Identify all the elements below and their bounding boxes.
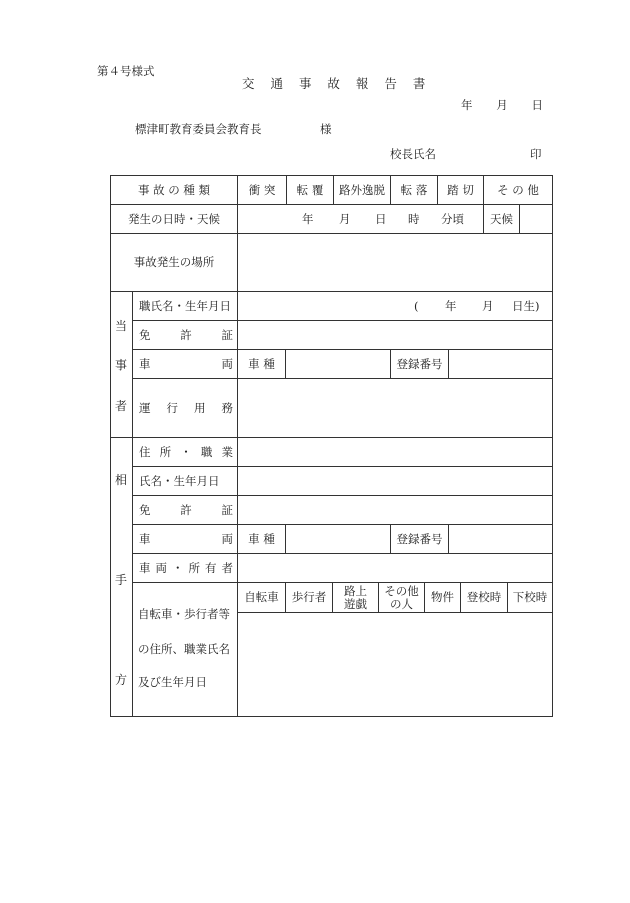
party-duty-label: 運 行 用 務 [139, 400, 233, 415]
category-bicycle[interactable]: 自転車 [244, 590, 279, 605]
counterparty-name-birth-field[interactable] [238, 467, 552, 495]
form-number: 第４号様式 [97, 64, 155, 78]
accident-type-fall[interactable]: 転 落 [400, 182, 428, 197]
accident-report-table [110, 175, 553, 717]
party-birth-year-label: 年 [445, 298, 457, 313]
weather-label: 天候 [490, 211, 513, 226]
pedestrian-label-line-1: 自転車・歩行者等 [138, 606, 230, 621]
party-name-birth-label: 職氏名・生年月日 [139, 298, 231, 313]
counterparty-license-label: 免 許 証 [139, 502, 233, 517]
category-pedestrian[interactable]: 歩行者 [291, 590, 327, 605]
category-road-play[interactable]: 路上遊戯 [344, 584, 367, 611]
accident-type-other[interactable]: そ の 他 [497, 182, 539, 197]
party-birth-day-label: 日生) [512, 298, 540, 313]
seal-mark: 印 [530, 147, 542, 161]
occurrence-minute-label: 分頃 [441, 211, 464, 226]
date-line [461, 100, 543, 112]
date-day-label: 日 [531, 98, 543, 112]
accident-type-label: 事 故 の 種 類 [137, 182, 211, 197]
counterparty-license-field[interactable] [238, 496, 552, 524]
accident-type-crossing[interactable]: 踏 切 [447, 182, 474, 197]
party-vehicle-type-label: 車 種 [248, 356, 275, 371]
party-reg-no-label: 登録番号 [396, 356, 443, 371]
honorific: 様 [320, 122, 332, 136]
weather-field[interactable] [520, 205, 552, 233]
counterparty-vehicle-type-label: 車 種 [248, 531, 275, 546]
counterparty-name-birth-label: 氏名・生年月日 [139, 473, 220, 488]
principal-name-label: 校長氏名 [390, 147, 436, 161]
category-to-school[interactable]: 登校時 [466, 590, 502, 605]
accident-type-collision[interactable]: 衝 突 [248, 182, 276, 197]
party-side-char-1: 当 [115, 319, 128, 333]
counterparty-side-char-2: 手 [115, 573, 128, 587]
party-license-field[interactable] [238, 321, 552, 349]
occurrence-label: 発生の日時・天候 [128, 211, 220, 226]
party-birth-paren-open: ( [414, 298, 419, 313]
counterparty-reg-no-field[interactable] [449, 525, 552, 553]
category-from-school[interactable]: 下校時 [512, 590, 548, 605]
date-year-label: 年 [461, 98, 473, 112]
place-field[interactable] [238, 234, 552, 291]
party-reg-no-field[interactable] [449, 350, 552, 378]
party-side-char-3: 者 [115, 399, 128, 413]
party-license-label: 免 許 証 [139, 327, 233, 342]
counterparty-owner-field[interactable] [238, 554, 552, 582]
accident-type-road-departure[interactable]: 路外逸脱 [339, 182, 385, 197]
category-other-person[interactable]: その他の人 [384, 584, 419, 611]
occurrence-day-label: 日 [375, 211, 387, 226]
party-vehicle-label: 車 両 [139, 356, 233, 371]
pedestrian-label-line-3: 及び生年月日 [138, 674, 207, 689]
pedestrian-label-line-2: の住所、職業氏名 [138, 641, 230, 656]
occurrence-year-label: 年 [302, 211, 314, 226]
counterparty-vehicle-type-field[interactable] [286, 525, 390, 553]
counterparty-side-char-3: 方 [115, 673, 128, 687]
accident-type-overturn[interactable]: 転 覆 [296, 182, 324, 197]
counterparty-vehicle-label: 車 両 [139, 531, 233, 546]
counterparty-side-char-1: 相 [115, 473, 128, 487]
party-side-char-2: 事 [115, 358, 128, 372]
party-duty-field[interactable] [238, 379, 552, 437]
counterparty-address-job-field[interactable] [238, 438, 552, 466]
place-label: 事故発生の場所 [133, 255, 215, 270]
occurrence-hour-label: 時 [408, 211, 420, 226]
counterparty-reg-no-label: 登録番号 [396, 531, 443, 546]
party-vehicle-type-field[interactable] [286, 350, 390, 378]
counterparty-address-job-label: 住 所 ・ 職 業 [139, 444, 233, 459]
counterparty-owner-label: 車 両 ・ 所 有 者 [139, 560, 233, 575]
document-title: 交 通 事 故 報 告 書 [242, 76, 432, 91]
category-property[interactable]: 物件 [431, 590, 454, 605]
date-month-label: 月 [496, 98, 508, 112]
pedestrian-details-field[interactable] [238, 613, 552, 716]
occurrence-month-label: 月 [339, 211, 351, 226]
addressee: 標津町教育委員会教育長 [135, 122, 262, 136]
party-birth-month-label: 月 [482, 298, 494, 313]
